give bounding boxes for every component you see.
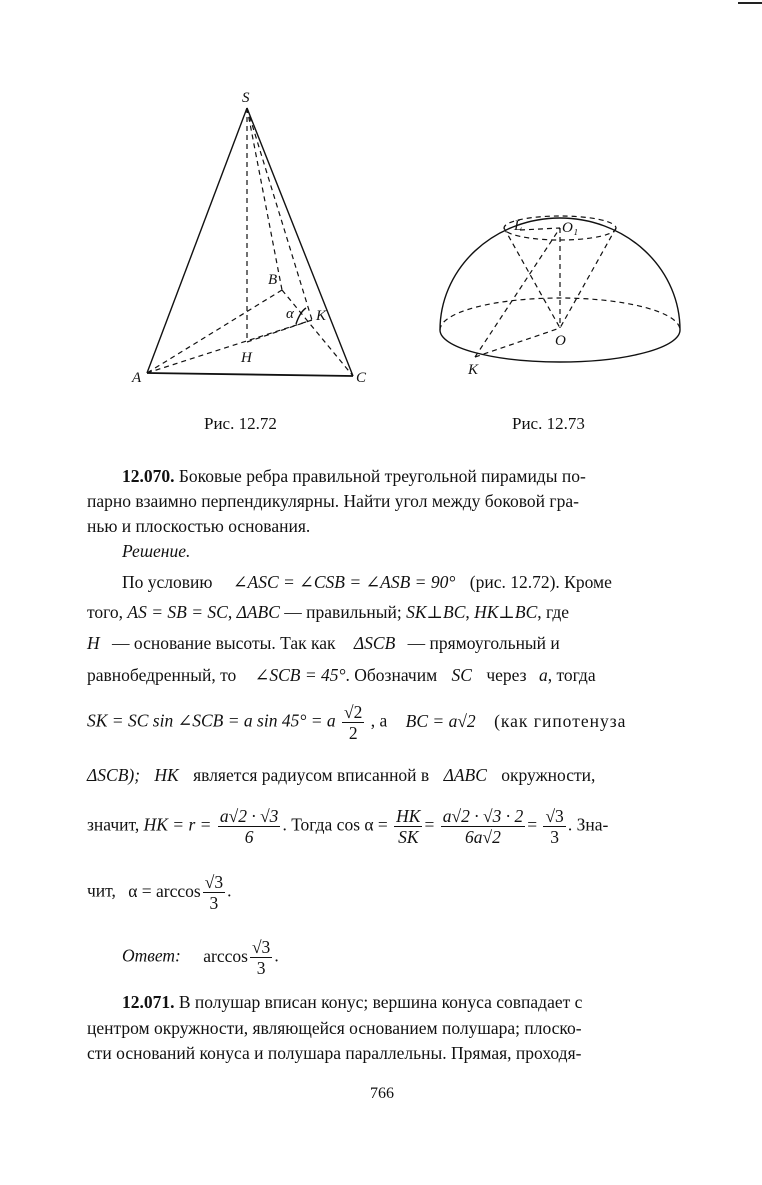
line-KL <box>475 228 560 357</box>
label-C: C <box>356 370 367 386</box>
label-B: B <box>268 272 278 288</box>
denominator: 6 <box>244 827 254 847</box>
cone-generator-right <box>560 228 616 328</box>
numerator: HK <box>396 806 421 826</box>
caption-fig-12-73: Рис. 12.73 <box>512 414 585 433</box>
scan-mark <box>738 2 762 4</box>
hemisphere-figure <box>430 200 690 385</box>
fraction-sqrt2-over-2 <box>342 702 364 743</box>
equals: = <box>527 814 538 835</box>
text: (как гипотенуза <box>494 710 627 731</box>
numerator: √2 <box>344 702 363 722</box>
text: , а <box>370 710 388 731</box>
text: — основание высоты. Так как <box>112 633 336 653</box>
sk-expr: SK = SC sin ∠SCB = a sin 45° = a <box>87 710 336 731</box>
numerator: √3 <box>251 937 271 957</box>
label-L: L <box>514 218 523 234</box>
text: . Зна- <box>567 814 609 835</box>
triangle-abc: ΔABC <box>443 765 487 785</box>
var-a: a <box>538 665 548 685</box>
perp-sk-bc: SK⊥BC <box>406 602 466 622</box>
solution-line-6 <box>87 763 595 787</box>
denominator: 3 <box>256 958 266 978</box>
answer-label: Ответ: <box>122 945 181 966</box>
problem-12070-line-3: нью и плоскостью основания. <box>87 516 311 536</box>
solution-line-5 <box>87 702 626 743</box>
fraction-expanded <box>441 806 525 847</box>
text: , <box>227 602 233 622</box>
problem-number: 12.071. <box>122 992 175 1012</box>
solution-line-1 <box>122 570 612 594</box>
text: . Обозначим <box>345 665 438 685</box>
fraction-sqrt3-over-3 <box>203 872 225 913</box>
triangle-abc: ΔABC <box>236 602 280 622</box>
denominator: 2 <box>348 723 358 743</box>
numerator: √3 <box>204 872 224 892</box>
text: . <box>227 880 232 901</box>
denominator: 6a√2 <box>465 827 501 847</box>
segment-LO1 <box>520 228 560 230</box>
apothem-SK <box>247 108 312 320</box>
text: По условию <box>122 572 213 592</box>
cone-generator-left <box>504 228 560 328</box>
bc-expr: BC = a√2 <box>405 710 476 731</box>
text: окружности, <box>501 765 596 785</box>
problem-12071-line-3: сти оснований конуса и полушара параллельны. Прямая, проходя- <box>87 1043 582 1063</box>
segment-sc: SC <box>451 665 472 685</box>
solution-line-2 <box>87 600 569 624</box>
perp-hk-bc: HK⊥BC <box>474 602 538 622</box>
text: — прямоугольный и <box>407 633 560 653</box>
answer-text: arccos <box>203 945 248 966</box>
cos-alpha: cos α = <box>336 814 388 835</box>
point-h: H <box>87 633 100 653</box>
hk-expr: HK = r = <box>143 814 212 835</box>
triangle-scb: ΔSCB); <box>87 765 141 785</box>
text: , <box>465 602 470 622</box>
angles-expr: ∠ASC = ∠CSB = ∠ASB = 90° <box>232 572 456 592</box>
label-K2: K <box>468 362 479 378</box>
solution-label: Решение. <box>122 541 191 561</box>
text: . <box>274 945 279 966</box>
edge-AB <box>147 290 282 373</box>
label-S: S <box>242 90 250 106</box>
denominator: 3 <box>550 827 559 847</box>
denominator: SK <box>398 827 419 847</box>
answer-line <box>122 937 279 978</box>
caption-fig-12-72: Рис. 12.72 <box>204 414 277 433</box>
solution-line-4 <box>87 663 596 687</box>
text: , тогда <box>547 665 596 685</box>
problem-12071-line-2: центром окружности, являющейся основанием полушара; плоско- <box>87 1018 582 1038</box>
edge-SA <box>147 108 247 373</box>
solution-line-8 <box>87 872 231 913</box>
numerator: a√2 · √3 · 2 <box>442 806 524 826</box>
numerator: √3 <box>545 806 564 826</box>
edge-AC <box>147 373 353 376</box>
pyramid-figure <box>120 80 380 390</box>
label-alpha: α <box>286 306 294 322</box>
angle-scb: ∠SCB = 45° <box>254 665 346 685</box>
problem-number: 12.070. <box>122 466 175 486</box>
text: — правильный; <box>284 602 402 622</box>
triangle-scb: ΔSCB <box>353 633 396 653</box>
text: , где <box>537 602 569 622</box>
angle-alpha-arc <box>296 308 306 324</box>
text: чит, <box>87 880 116 901</box>
fraction-sqrt3-over-3 <box>250 937 272 978</box>
text: через <box>486 665 527 685</box>
problem-12070-line-2: парно взаимно перпендикулярны. Найти угол между боковой гра- <box>87 491 579 511</box>
alpha-expr: α = arccos <box>128 880 201 901</box>
label-O1: O₁ <box>562 220 579 236</box>
statement-line: В полушар вписан конус; вершина конуса совпадает с <box>178 992 583 1012</box>
solution-line-3 <box>87 631 560 655</box>
denominator: 3 <box>209 893 219 913</box>
segment-KO <box>475 328 560 357</box>
label-H: H <box>241 350 252 366</box>
text: того, <box>87 602 124 622</box>
text: равнобедренный, то <box>87 665 237 685</box>
segment-hk: HK <box>154 765 179 785</box>
fraction-hk-value <box>218 806 281 847</box>
fraction-hk-sk <box>394 806 422 847</box>
page-number: 766 <box>370 1085 394 1102</box>
label-O: O <box>555 333 566 349</box>
edge-BC <box>282 290 353 376</box>
numerator: a√2 · √3 <box>219 806 279 826</box>
problem-12071-line-1 <box>122 990 582 1014</box>
text: (рис. 12.72). Кроме <box>469 572 612 592</box>
problem-12070-line-1 <box>122 464 586 488</box>
statement-line: Боковые ребра правильной треугольной пирамиды по- <box>178 466 586 486</box>
label-A: A <box>132 370 142 386</box>
median-AK <box>147 320 312 373</box>
fraction-sqrt3-over-3 <box>543 806 565 847</box>
text: является радиусом вписанной в <box>193 765 430 785</box>
solution-line-7 <box>87 806 608 847</box>
label-K: K <box>316 308 327 324</box>
text: значит, <box>87 814 140 835</box>
equals: = <box>424 814 435 835</box>
text: . Тогда <box>282 814 333 835</box>
equal-edges-expr: AS = SB = SC <box>127 602 228 622</box>
edge-SB <box>247 108 282 290</box>
